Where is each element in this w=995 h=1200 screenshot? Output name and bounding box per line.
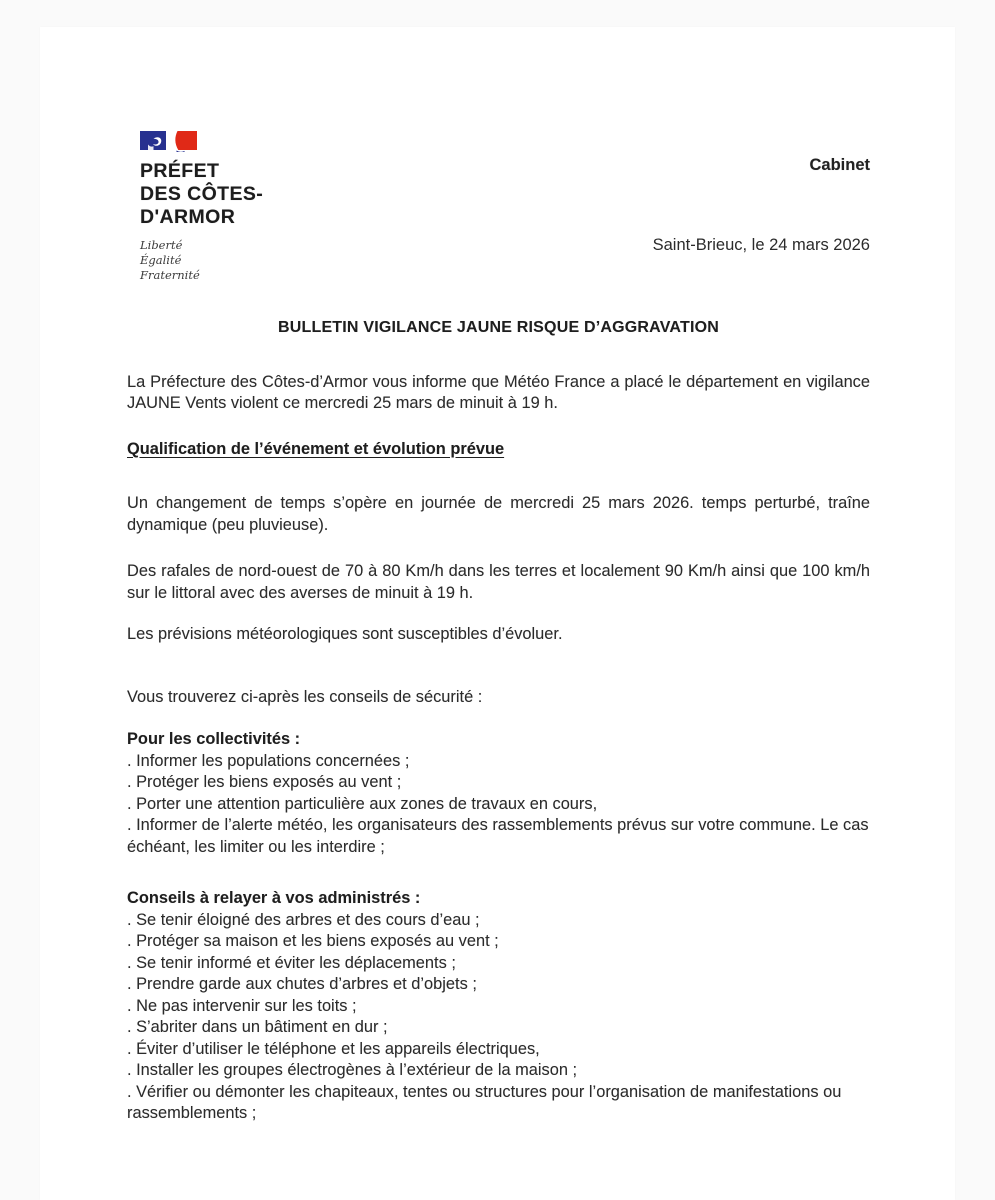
paragraph-previsions: Les prévisions météorologiques sont susceptibles d’évoluer. [127, 625, 563, 643]
list-item: . Vérifier ou démonter les chapiteaux, tentes ou structures pour l’organisation de manifestations ou rassemblements ; [127, 1082, 842, 1122]
document-title: BULLETIN VIGILANCE JAUNE RISQUE D’AGGRAVATION [277, 319, 719, 336]
list-item: . Installer les groupes électrogènes à l’extérieur de la maison ; [127, 1061, 578, 1079]
paragraph-changement: Un changement de temps s’opère en journée de mercredi 25 mars 2026. temps perturbé, traîne dynamique (peu pluvieuse). [127, 494, 870, 534]
paragraph-rafales: Des rafales de nord-ouest de 70 à 80 Km/h dans les terres et localement 90 Km/h ainsi que 100 km/h sur le littoral avec des averses de minuit à 19 h. [127, 562, 870, 602]
prefecture-name-line3: D'ARMOR [140, 206, 236, 228]
list-item: . Protéger sa maison et les biens exposés au vent ; [127, 932, 499, 950]
prefecture-logo [140, 131, 360, 283]
motto-fraternite: Fraternité [140, 268, 200, 282]
motto-egalite: Égalité [140, 253, 182, 267]
prefecture-name-line1: PRÉFET [140, 160, 220, 182]
prefecture-name [140, 160, 360, 229]
collectivites-list [127, 751, 870, 859]
intro-paragraph: La Préfecture des Côtes-d’Armor vous informe que Météo France a placé le département en vigilance JAUNE Vents violent ce mercredi 25 mars de minuit à 19 h. [127, 372, 870, 412]
motto-liberte: Liberté [140, 238, 183, 252]
heading-collectivites: Pour les collectivités : [127, 730, 301, 748]
list-item: . S’abriter dans un bâtiment en dur ; [127, 1018, 388, 1036]
list-item: . Informer les populations concernées ; [127, 751, 410, 770]
document-body [127, 307, 870, 1125]
document-page [40, 27, 955, 1200]
place-and-date: Saint-Brieuc, le 24 mars 2026 [652, 236, 870, 254]
heading-administres: Conseils à relayer à vos administrés : [127, 889, 421, 907]
list-item: . Prendre garde aux chutes d’arbres et d’objets ; [127, 975, 477, 993]
list-item: . Protéger les biens exposés au vent ; [127, 773, 402, 791]
republic-motto [140, 238, 360, 283]
advice-intro: Vous trouverez ci-après les conseils de sécurité : [127, 687, 483, 706]
list-item: . Se tenir éloigné des arbres et des cours d’eau ; [127, 910, 480, 929]
list-item: . Ne pas intervenir sur les toits ; [127, 996, 357, 1015]
list-item: . Éviter d’utiliser le téléphone et les appareils électriques, [127, 1039, 540, 1058]
administres-list [127, 910, 870, 1125]
marianne-flag-icon [140, 131, 197, 152]
issuing-service: Cabinet [809, 156, 870, 174]
section-heading-qualification: Qualification de l’événement et évolution prévue [127, 439, 505, 458]
list-item: . Se tenir informé et éviter les déplacements ; [127, 953, 456, 972]
header-right-column [653, 156, 870, 255]
prefecture-name-line2: DES CÔTES- [140, 183, 264, 205]
list-item: . Porter une attention particulière aux zones de travaux en cours, [127, 794, 598, 813]
list-item: . Informer de l’alerte météo, les organisateurs des rassemblements prévus sur votre commune. Le cas échéant, les limiter ou les interdire ; [127, 816, 869, 856]
